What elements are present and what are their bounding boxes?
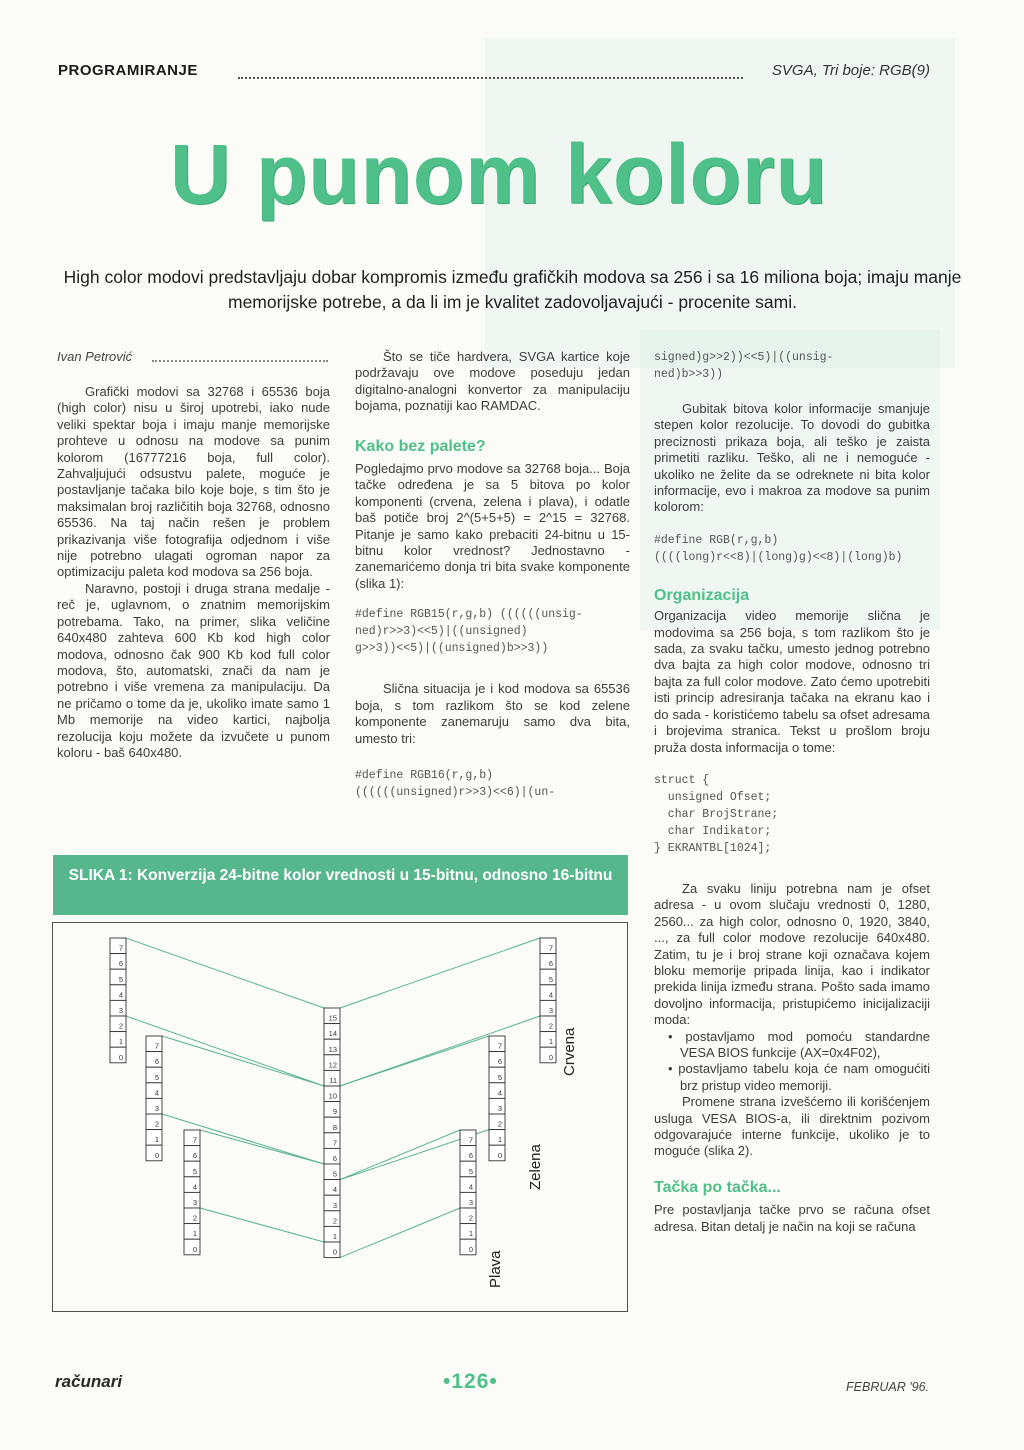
red-byte-target — [540, 938, 556, 1063]
col1-paragraph-1: Grafički modovi sa 32768 i 65536 boja (high color) nisu u širој upotrebi, iako nude veliki spektar boja i imaju manje memorijske prohteve u odnosu na modove sa punim kolorom (16777216 boja, full color). Zahvaljujući odsustvu palete, moguće je postavljanje tačaka bilo koje boje, s tim što je maksimalan broj različitih boja 32768, odnosno 65536. Na taj način rešen je problem prikazivanja više fotografija odjednom i više nije potrebno ulagati ogroman napor za optimizaciju paleta kod modova sa 256 boja. — [57, 384, 330, 580]
col3-subheading-2: Tačka po tačka... — [654, 1178, 781, 1196]
author-name: Ivan Petrović — [57, 349, 133, 364]
bit-number: 1 — [468, 1229, 473, 1239]
bit-number: 0 — [154, 1150, 159, 1160]
bit-number: 8 — [332, 1122, 337, 1132]
bit-number: 1 — [154, 1135, 159, 1145]
col2-code-rgb15: #define RGB15(r,g,b) ((((((unsig- ned)r>>3)<<5)|((unsigned) g>>3))<<5)|((unsigned)b>>3)) — [355, 608, 583, 656]
bit-number: 1 — [332, 1232, 337, 1241]
bit-number: 7 — [192, 1135, 197, 1145]
bit-number: 6 — [118, 959, 123, 969]
bit-number: 6 — [154, 1057, 159, 1067]
bit-number: 0 — [332, 1247, 337, 1257]
bit-number: 5 — [332, 1169, 337, 1179]
bit-mapping-line — [162, 1036, 324, 1086]
col3-code-continuation: signed)g>>2))<<5)|((unsig- ned)b>>3)) — [654, 351, 834, 381]
column-2 — [355, 349, 630, 801]
bit-number: 2 — [548, 1021, 553, 1031]
column-1 — [57, 384, 330, 761]
bit-number: 6 — [192, 1151, 197, 1161]
col3-paragraph-4: Promene strana izvešćemo ili korišćenjem usluga VESA BIOS-a, ili direktnim pozivom odgovarajuće interne funkcije, ukoliko je to moguće (slika 2). — [654, 1094, 930, 1159]
article-title: U punom koloru — [170, 127, 828, 221]
bit-number: 13 — [328, 1044, 337, 1054]
bit-number: 6 — [468, 1151, 473, 1161]
col2-paragraph-2: Pogledajmo prvo modove sa 32768 boja... Boja tačke određena je sa 5 bitova po kolor komponenti (crvena, zelena i plava), i odatle baš potiče broj 2^(5+5+5) = 2^15 = 32768. Pitanje je samo kako prebaciti 24-bitnu u 15-bitnu kolor vrednost? Jednostavno - zanemarićemo donja tri bita svake komponente (slika 1): — [355, 461, 630, 591]
bit-number: 0 — [548, 1052, 553, 1062]
bit-number: 3 — [192, 1198, 197, 1207]
col3-subheading-1: Organizacija — [654, 586, 750, 604]
bit-number: 3 — [154, 1104, 159, 1113]
bit-mapping-line — [340, 1036, 489, 1086]
bit-number: 3 — [118, 1006, 123, 1015]
bit-number: 7 — [497, 1041, 502, 1051]
series-topic: SVGA, Tri boje: RGB(9) — [771, 62, 930, 79]
bit-number: 0 — [497, 1150, 502, 1160]
bit-number: 3 — [332, 1200, 337, 1210]
bit-number: 14 — [328, 1029, 337, 1039]
page-number: •126• — [443, 1370, 498, 1393]
bit-number: 5 — [548, 974, 553, 984]
col3-paragraph-2: Organizacija video memorije slična je modovima sa 256 boja, s tom razlikom što je sada, za svaku tačku, umesto jednog potrebno dva bajta za high color modove, odnosno tri bajta za full color modove. Zato ćemo upotrebiti isti princip adresiranja tačaka na ekranu kao i do sada - koristićemo tabelu sa ofset adresama i brojevima stranica. Tekst u prošlom broju pruža dosta informacija o tome: — [654, 608, 930, 755]
issue-date: FEBRUAR '96. — [846, 1380, 929, 1394]
bit-mapping-line — [340, 1208, 460, 1258]
col2-code-rgb16: #define RGB16(r,g,b) ((((((unsigned)r>>3)<<6)|(un- — [355, 768, 556, 799]
bit-mapping-line — [200, 1130, 324, 1164]
bit-number: 11 — [329, 1076, 337, 1085]
bit-number: 1 — [192, 1229, 197, 1239]
bit-number: 4 — [118, 990, 123, 1000]
magazine-name: računari — [55, 1372, 123, 1391]
col3-paragraph-1: Gubitak bitova kolor informacije smanjuje stepen kolor rezolucije. To dovodi do gubitka preciznosti prikaza boja, ali teško je zaista primetiti razliku. Teško, ali ne i nemoguće - ukoliko ne želite da se odreknete ni bita kolor informacije, evo i makroa za modove sa punim kolorom: — [654, 401, 930, 515]
bit-number: 0 — [468, 1244, 473, 1254]
bit-number: 4 — [332, 1185, 337, 1195]
bit-conversion-diagram — [52, 922, 628, 1312]
bit-number: 1 — [497, 1135, 502, 1145]
article-lead: High color modovi predstavljaju dobar kompromis između grafičkih modova sa 256 i sa 16 miliona boja; imaju manje memorijske potrebe, a da li im je kvalitet zadovoljavajući - procenite sami. — [63, 267, 962, 312]
bit-number: 3 — [468, 1198, 473, 1207]
bit-number: 2 — [118, 1021, 123, 1031]
bit-number: 9 — [332, 1107, 337, 1117]
bit-number: 4 — [468, 1182, 473, 1192]
bit-number: 5 — [497, 1072, 502, 1082]
col3-code-rgb: #define RGB(r,g,b) ((((long)r<<8)|(long)g)<<8)|(long)b) — [654, 533, 903, 564]
bit-number: 1 — [548, 1037, 553, 1047]
bit-mapping-line — [200, 1208, 324, 1242]
col2-paragraph-3: Slična situacija je i kod modova sa 65536 boja, s tom razlikom što se kod zelene komponente zanemaruju samo dva bita, umesto tri: — [355, 681, 630, 746]
col2-paragraph-1: Što se tiče hardvera, SVGA kartice koje podržavaju ove modove poseduju jedan digitalno-analogni konvertor za manipulaciju bojama, poznatiji kao RAMDAC. — [355, 349, 630, 414]
figure-caption: SLIKA 1: Konverzija 24-bitne kolor vrednosti u 15-bitnu, odnosno 16-bitnu — [53, 855, 628, 915]
author-leader-dots — [152, 350, 328, 362]
blue-byte-target — [460, 1130, 476, 1255]
bit-number: 2 — [468, 1213, 473, 1223]
label-green: Zelena — [527, 1144, 544, 1190]
bit-number: 5 — [192, 1166, 197, 1176]
col2-subheading-1: Kako bez palete? — [355, 437, 486, 455]
column-3 — [654, 349, 930, 1235]
bit-number: 2 — [332, 1216, 337, 1226]
bit-number: 1 — [118, 1037, 123, 1047]
bit-number: 2 — [497, 1119, 502, 1129]
bit-number: 7 — [468, 1135, 473, 1145]
blue-byte-source — [184, 1130, 200, 1255]
red-byte-source — [110, 938, 126, 1063]
bit-number: 7 — [548, 943, 553, 953]
col3-code-struct: struct { unsigned Ofset; char BrojStrane; char Indikator; } EKRANTBL[1024]; — [654, 773, 779, 855]
col1-paragraph-2: Naravno, postoji i druga strana medalje - reč je, uglavnom, o znatnim memorijskim potrebama. Tako, na primer, slika veličine 640x480 zahteva 600 Kb kod high color modova, odnosno čak 900 Kb kod full color modova, što, automatski, znači da nam je potrebno i više vremena za manipulaciju. Da ne pričamo o tome da je, ukoliko imate samo 1 Mb memorije na video kartici, najbolja rezolucija koju možete da izvučete u punom koloru - baš 640x480. — [57, 580, 330, 760]
bit-number: 15 — [328, 1013, 337, 1023]
bit-number: 2 — [154, 1119, 159, 1129]
col3-bullet-2: • postavljamo tabelu koja će nam omogućiti brz pristup video memoriji. — [668, 1061, 930, 1093]
bit-mapping-line — [126, 938, 324, 1008]
bit-number: 4 — [192, 1182, 197, 1192]
label-blue: Plava — [487, 1250, 504, 1288]
bit-number: 6 — [497, 1057, 502, 1067]
bit-number: 0 — [192, 1244, 197, 1254]
bit-number: 10 — [328, 1091, 337, 1101]
word-16bit — [324, 1008, 340, 1258]
green-byte-source — [146, 1036, 162, 1161]
bit-number: 0 — [118, 1052, 123, 1062]
bit-number: 7 — [154, 1041, 159, 1051]
bit-registers — [110, 938, 556, 1258]
bit-mapping-line — [340, 1130, 460, 1180]
bit-number: 4 — [154, 1088, 159, 1098]
col3-bullet-1: • postavljamo mod pomoću standardne VESA BIOS funkcije (AX=0x4F02), — [668, 1028, 930, 1060]
bit-number: 7 — [332, 1138, 337, 1148]
bit-number: 5 — [118, 974, 123, 984]
bit-number: 3 — [497, 1104, 502, 1113]
col3-paragraph-3: Za svaku liniju potrebna nam je ofset adresa - u ovom slučaju vrednosti 0, 1280, 2560... za high color, odnosno 0, 1920, 3840, ..., za full color modove rezolucije 640x480. Zatim, tu je i broj strane koji označava kojem bloku memorije pripada linija, kao i indikator prekida linija između strana. Pošto sada imamo dovoljno informacija, pristupićemo inicijalizaciji moda: — [654, 880, 930, 1028]
bit-number: 6 — [548, 959, 553, 969]
green-byte-target — [489, 1036, 505, 1161]
bit-number: 2 — [192, 1213, 197, 1223]
label-red: Crvena — [561, 1027, 578, 1076]
bit-mapping-line — [340, 938, 540, 1008]
header-leader-dots — [238, 63, 743, 79]
bit-number: 4 — [548, 990, 553, 1000]
bit-number: 3 — [548, 1006, 553, 1015]
col3-paragraph-5: Pre postavljanja tačke prvo se računa ofset adresa. Bitan detalj je način na koji se računa — [654, 1202, 930, 1234]
section-label: PROGRAMIRANJE — [58, 62, 198, 79]
bit-number: 6 — [332, 1154, 337, 1163]
bit-number: 4 — [497, 1088, 502, 1098]
bit-number: 12 — [328, 1060, 337, 1070]
bit-number: 7 — [118, 943, 123, 953]
bit-number: 5 — [154, 1072, 159, 1082]
bit-number: 5 — [468, 1166, 473, 1176]
